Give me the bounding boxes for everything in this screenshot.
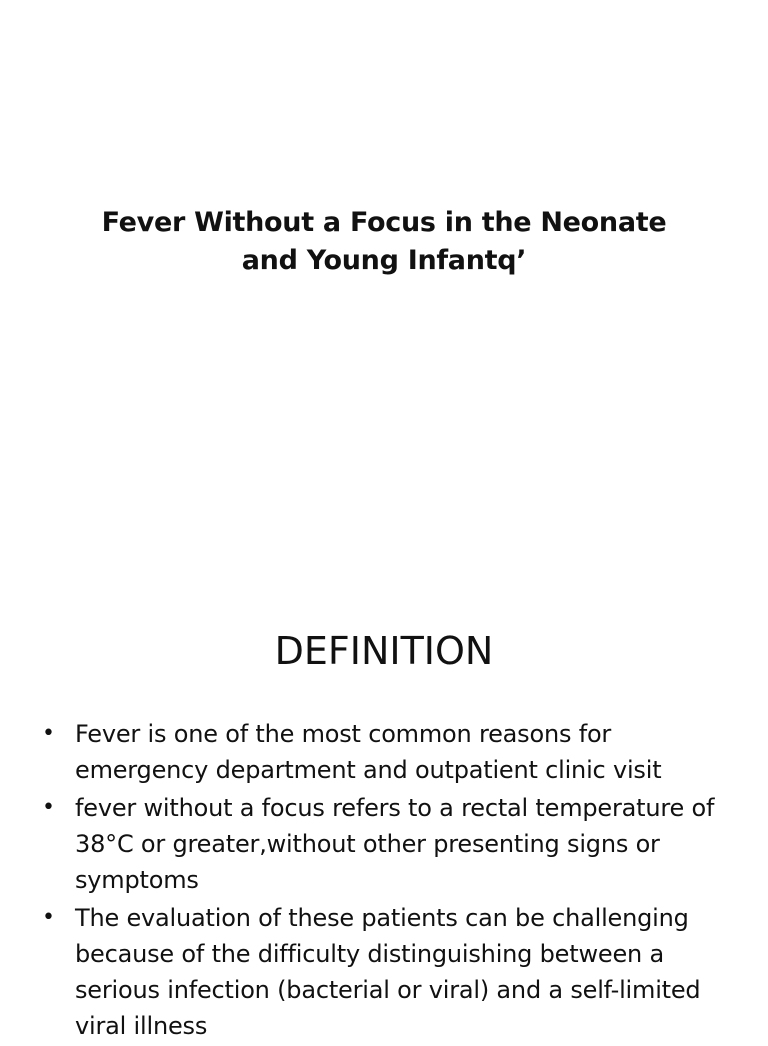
bullet-text: The evaluation of these patients can be challenging because of the difficulty distinguishing between a serious infection (bacterial or viral) and a self-limited viral illness [75,904,701,1040]
bullet-dot-icon: • [42,795,55,820]
bullet-dot-icon: • [42,905,55,930]
bullet-text: Fever is one of the most common reasons for emergency department and outpatient clinic visit [75,720,662,784]
bullet-item [40,716,730,788]
definition-slide [0,576,768,1040]
definition-heading: DEFINITION [274,629,494,673]
bullet-text: fever without a focus refers to a rectal temperature of 38°C or greater,without other presenting signs or symptoms [75,794,715,894]
title-line-2: and Young Infantq’ [241,245,527,276]
bullet-list [40,716,730,1046]
bullet-item [40,900,730,1044]
bullet-dot-icon: • [42,721,55,746]
bullet-item [40,790,730,898]
slide-title [60,204,708,280]
title-line-1: Fever Without a Focus in the Neonate [101,207,667,238]
